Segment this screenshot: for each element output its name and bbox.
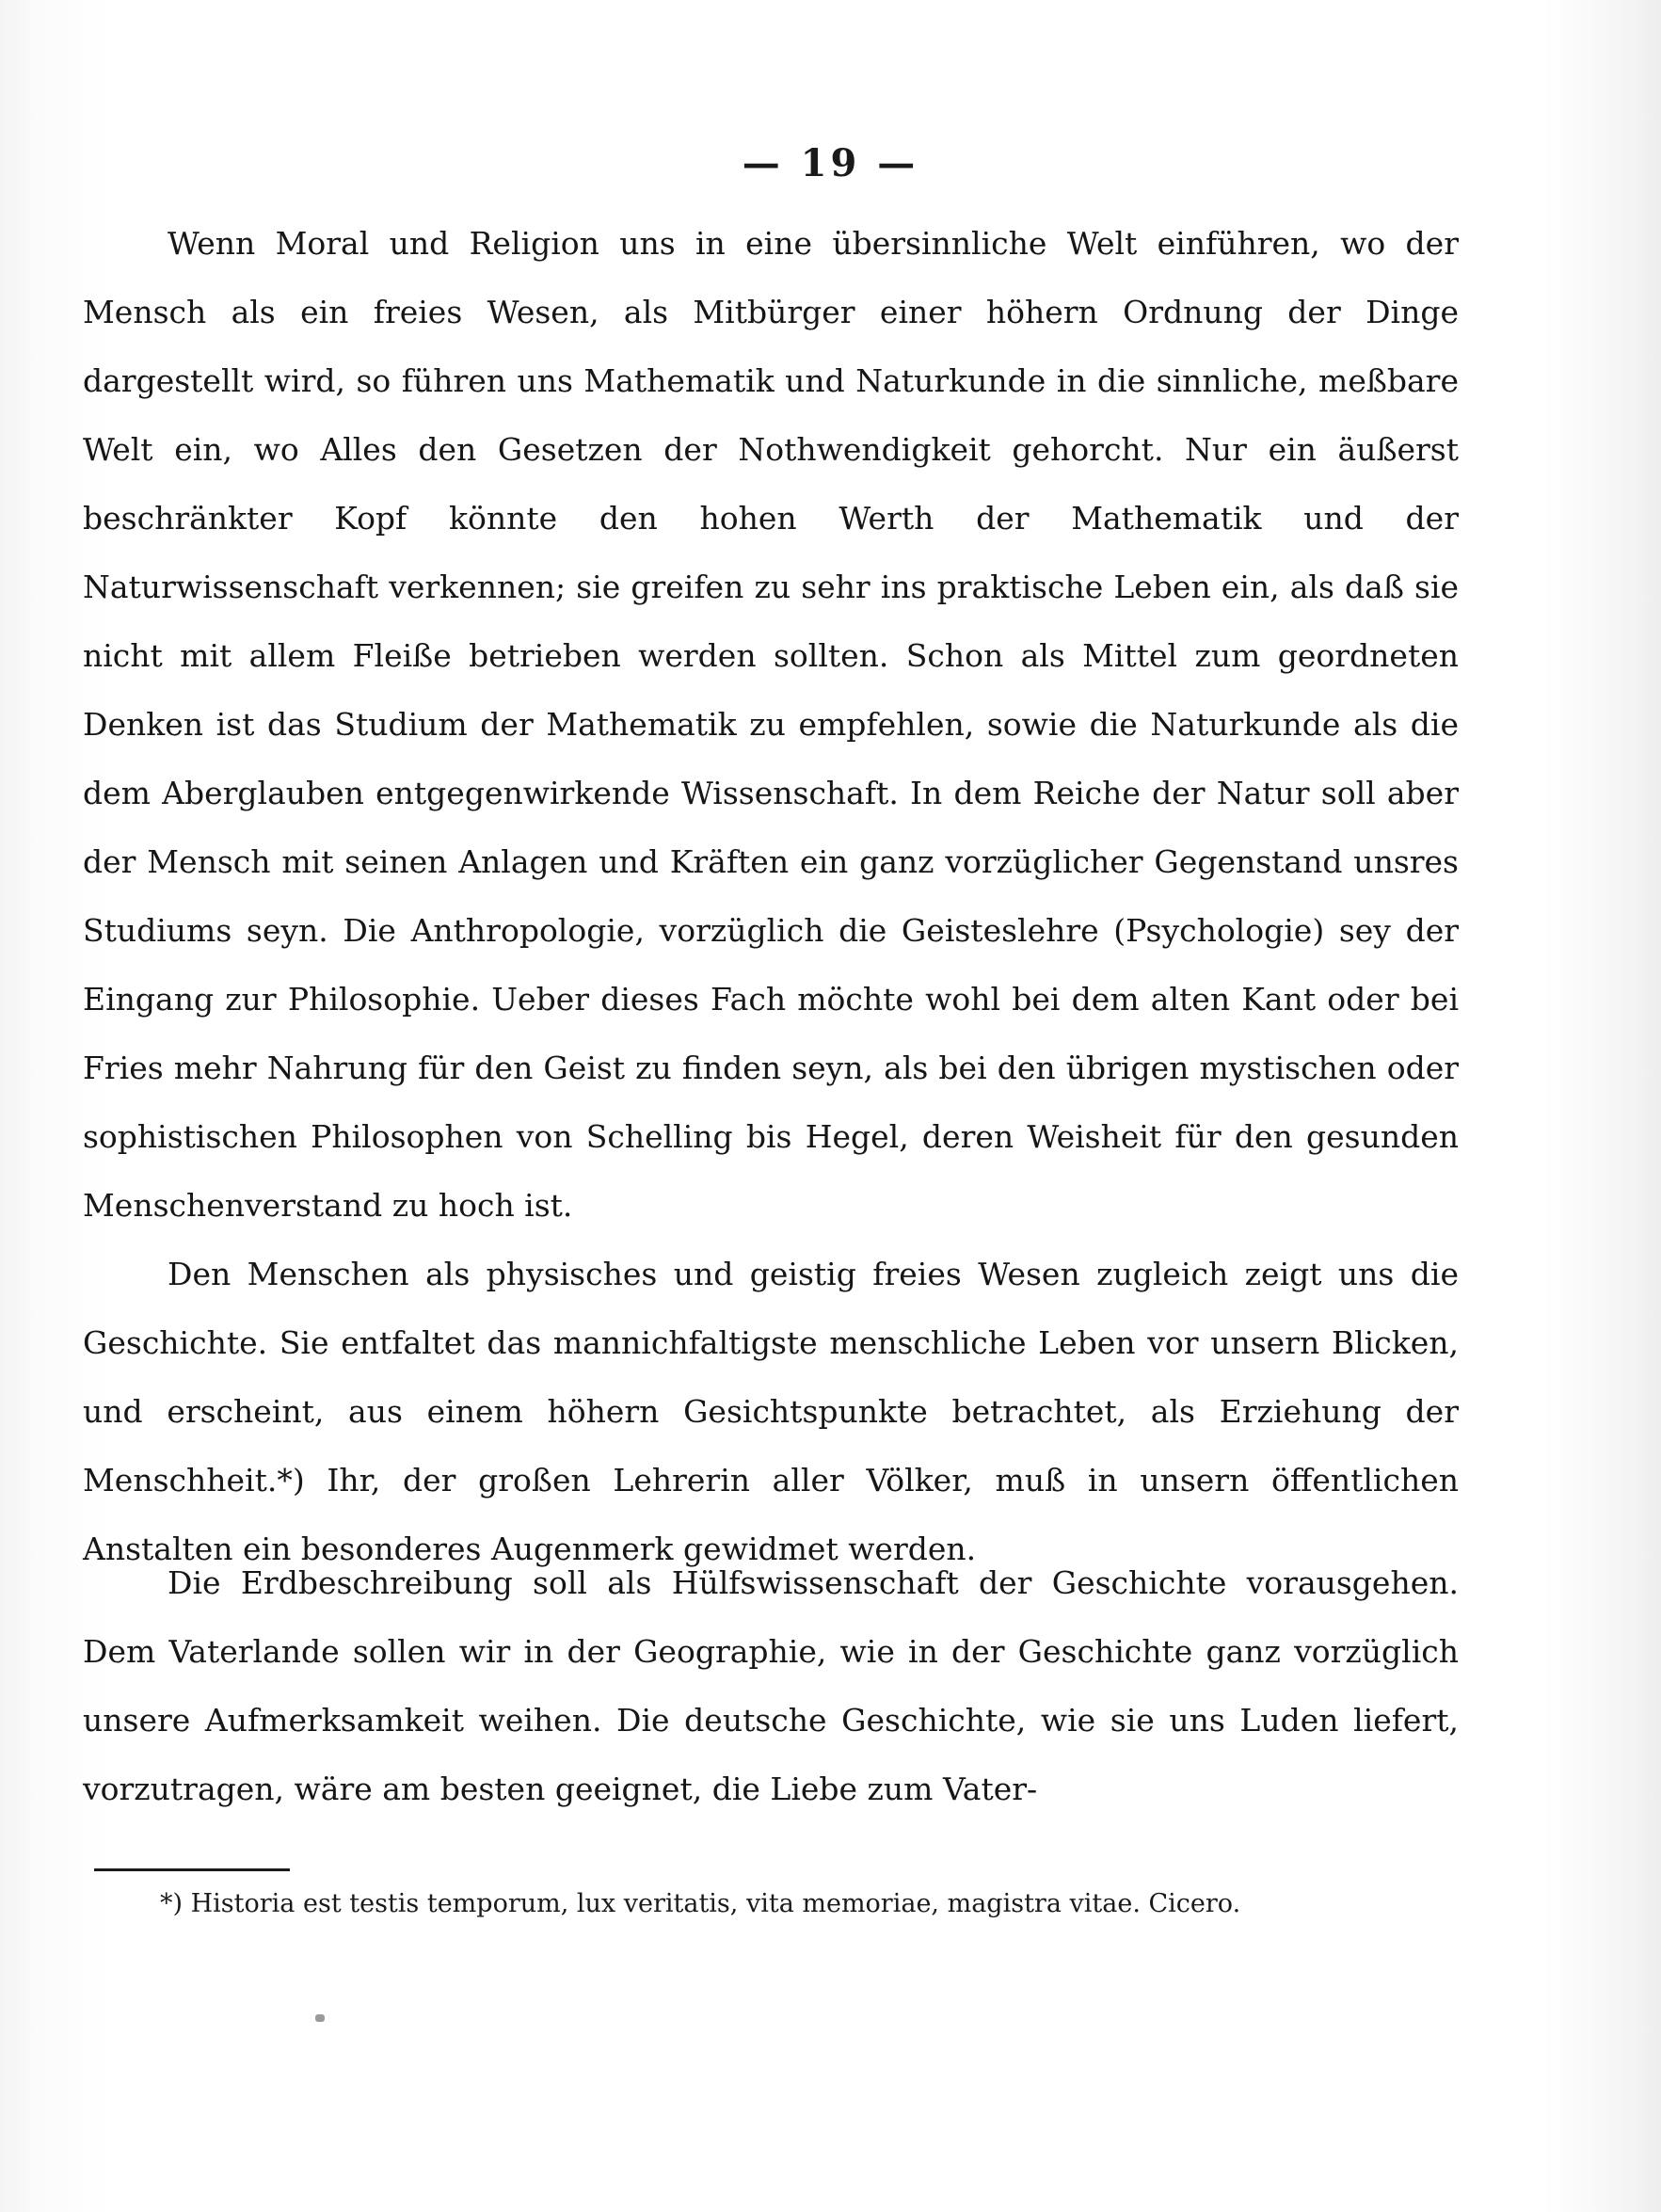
page-number: — 19 — bbox=[742, 141, 919, 185]
paragraph-history bbox=[83, 1240, 1459, 1583]
footnote: *) Historia est testis temporum, lux veritatis, vita memoriae, magistra vitae. Cicero. bbox=[160, 1889, 1241, 1918]
paragraph-text: Wenn Moral und Religion uns in eine übersinnliche Welt einführen, wo der Mensch als ein freies Wesen, als Mitbürger einer höhern Ordnung der Dinge dargestellt wird, so führen uns Mathematik und Naturkunde in die sinnliche, meßbare Welt ein, wo Alles den Gesetzen der Nothwendigkeit gehorcht. Nur ein äußerst beschränkter Kopf könnte den hohen Werth der Mathematik und der Naturwissenschaft verkennen; sie greifen zu sehr ins praktische Leben ein, als daß sie nicht mit allem Fleiße betrieben werden sollten. Schon als Mittel zum geordneten Denken ist das Studium der Mathematik zu empfehlen, sowie die Naturkunde als die dem Aberglauben entgegenwirkende Wissenschaft. In dem Reiche der Natur soll aber der Mensch mit seinen Anlagen und Kräften ein ganz vorzüglicher Gegenstand unsres Studiums seyn. Die Anthropologie, vorzüglich die Geisteslehre (Psychologie) sey der Eingang zur Philosophie. Ueber dieses Fach möchte wohl bei dem alten Kant oder bei Fries mehr Nahrung für den Geist zu finden seyn, als bei den übrigen mystischen oder sophistischen Philosophen von Schelling bis Hegel, deren Weisheit für den gesunden Menschenverstand zu hoch ist. bbox=[83, 225, 1459, 1224]
ink-speck bbox=[315, 2014, 325, 2022]
footnote-divider bbox=[94, 1868, 290, 1871]
paragraph-geography bbox=[83, 1548, 1459, 1823]
paragraph-text: Die Erdbeschreibung soll als Hülfswissenschaft der Geschichte vorausgehen. Dem Vaterlande sollen wir in der Geographie, wie in der Geschichte ganz vorzüglich unsere Aufmerksamkeit weihen. Die deutsche Geschichte, wie sie uns Luden liefert, vorzutragen, wäre am besten geeignet, die Liebe zum Vater- bbox=[83, 1564, 1459, 1807]
paragraph-mathematics-nature bbox=[83, 209, 1459, 1240]
paragraph-text: Den Menschen als physisches und geistig freies Wesen zugleich zeigt uns die Geschichte. Sie entfaltet das mannichfaltigste menschliche Leben vor unsern Blicken, und erscheint, aus einem höhern Gesichtspunkte betrachtet, als Erziehung der Menschheit.*) Ihr, der großen Lehrerin aller Völker, muß in unsern öffentlichen Anstalten ein besonderes Augenmerk gewidmet werden. bbox=[83, 1256, 1459, 1567]
